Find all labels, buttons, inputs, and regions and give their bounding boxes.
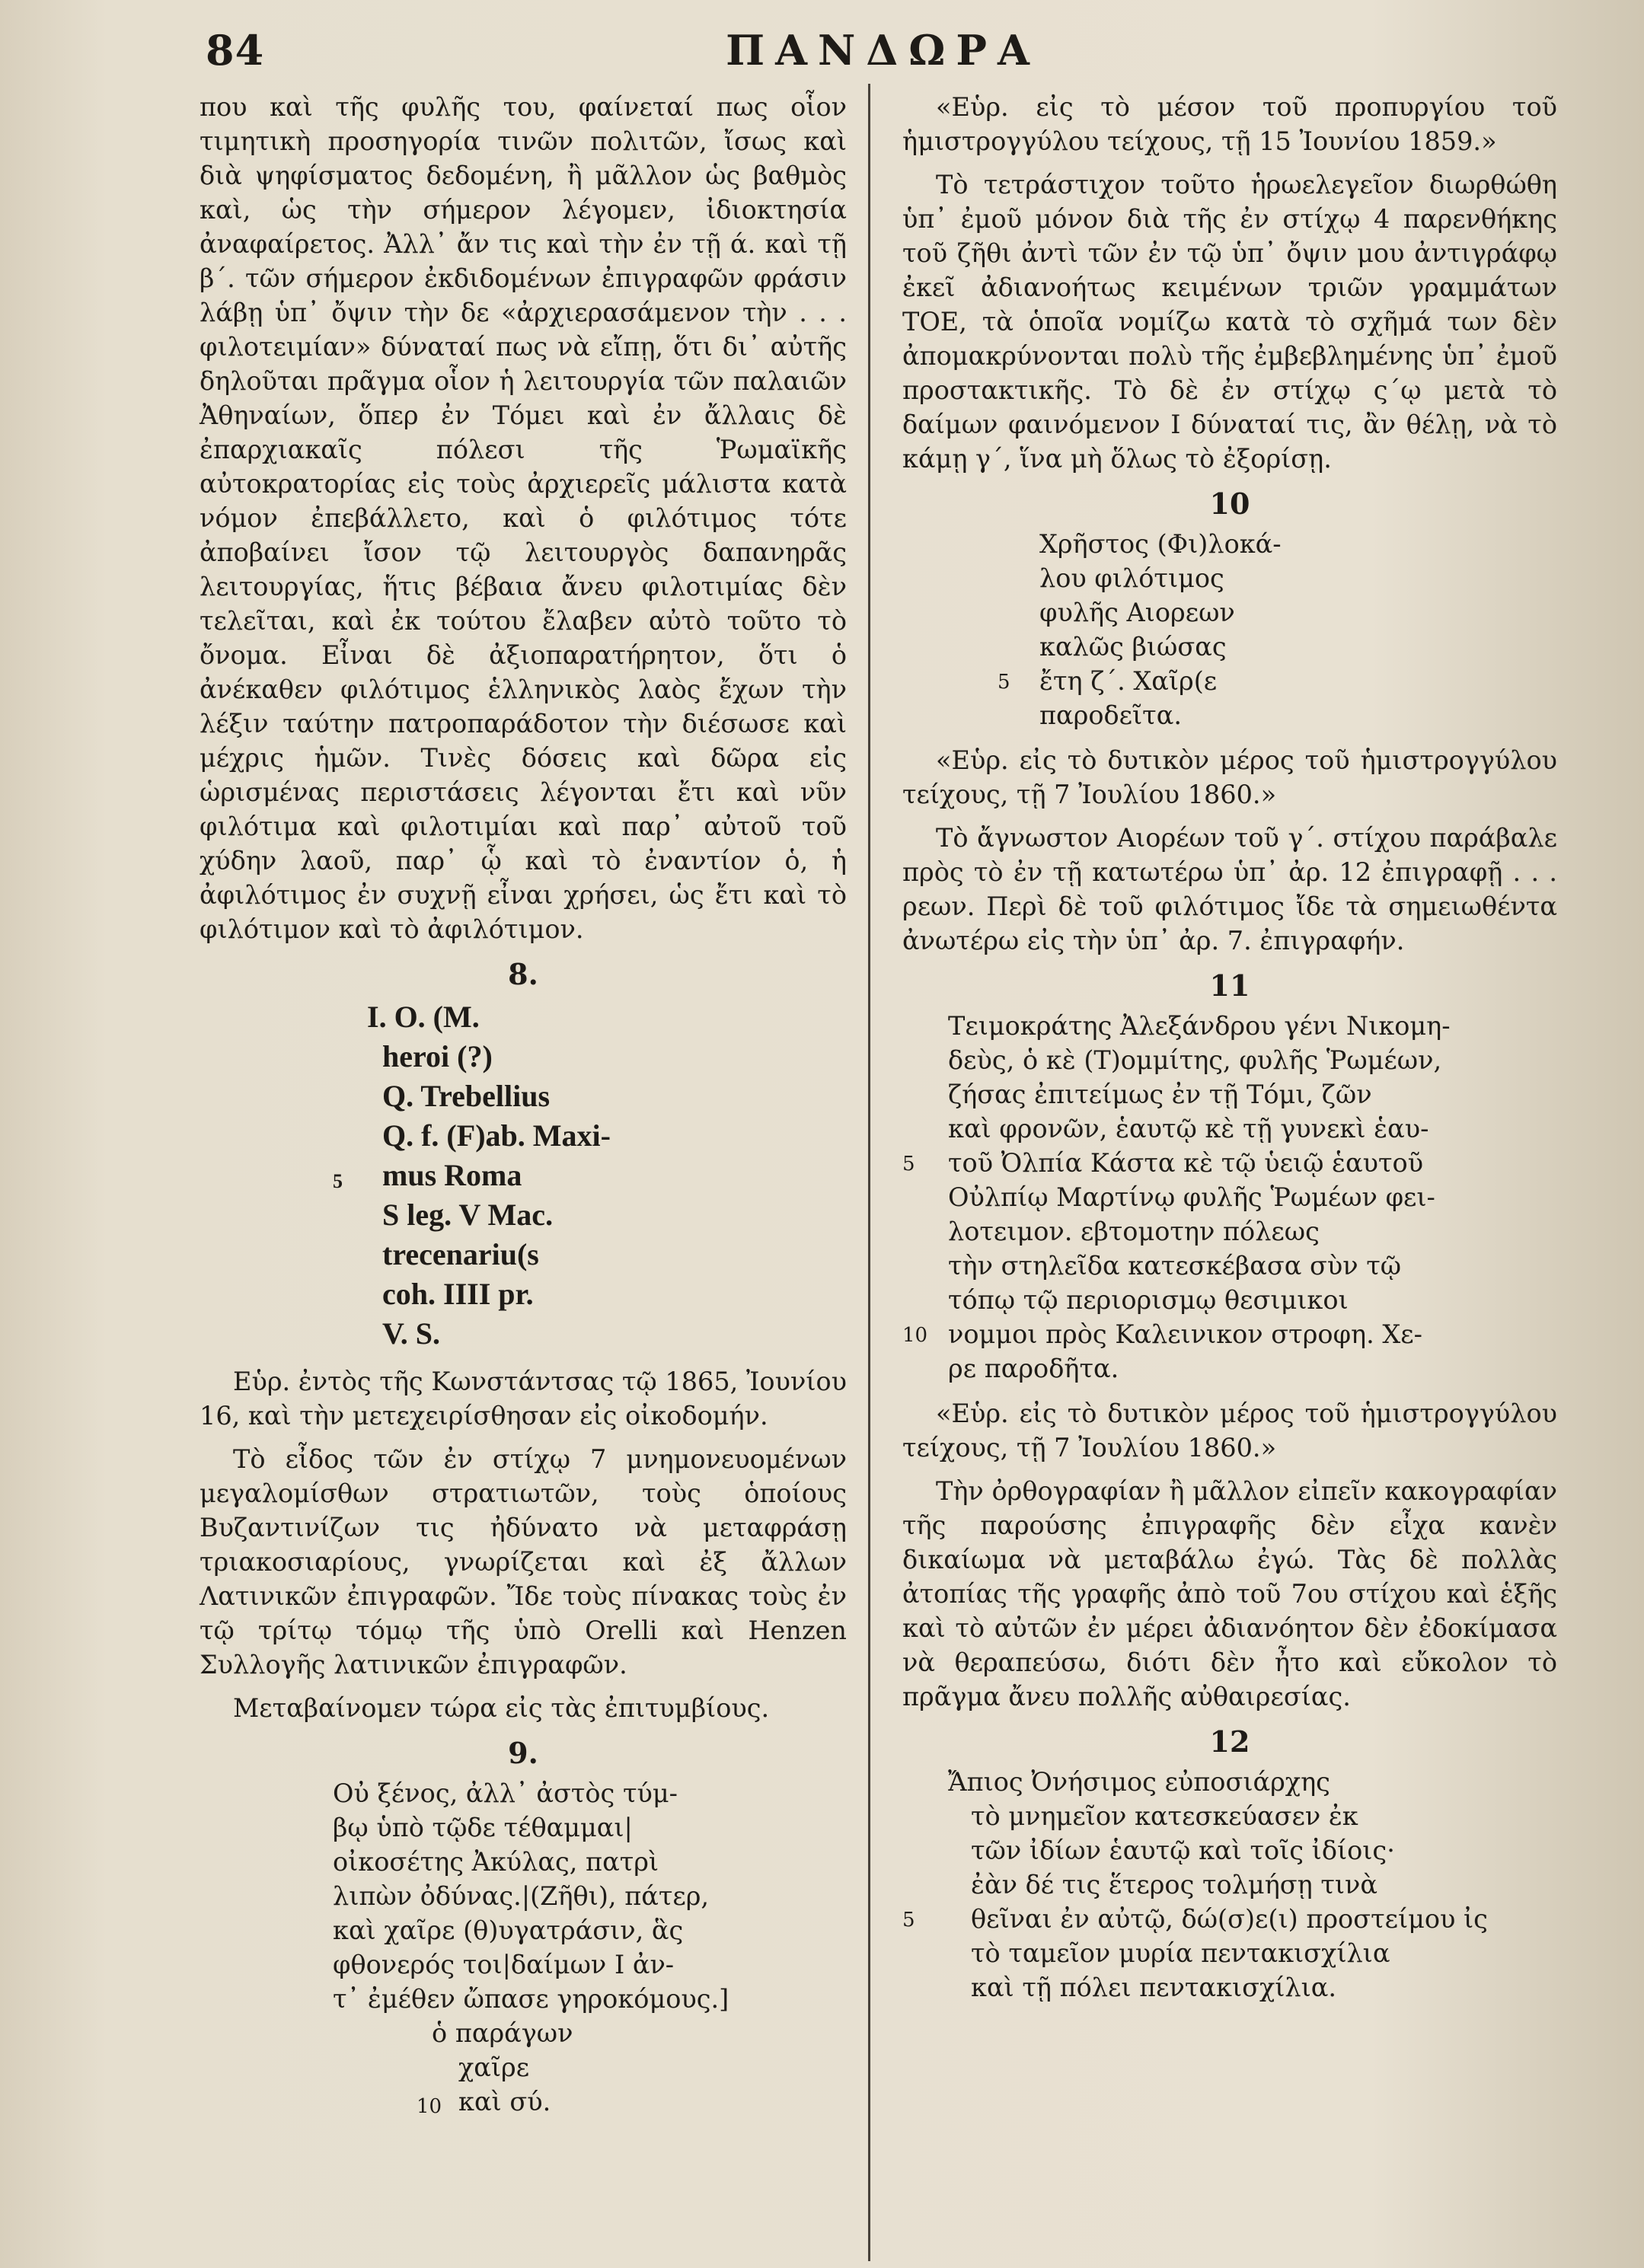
inscription-line: φθονερός τοι|δαίμων I ἀν- [333, 1950, 675, 1979]
inscription-line: καὶ φρονῶν, ἑαυτῷ κὲ τῇ γυνεκὶ ἑαυ- [948, 1114, 1429, 1144]
inscription-line: φυλῆς Αιορεων [1039, 598, 1235, 627]
inscription-line: V. S. [382, 1316, 440, 1351]
inscription-line: Χρῆστος (Φι)λοκά- [1039, 529, 1282, 559]
inscription-number: 9. [508, 1736, 538, 1770]
paragraph: «Εὑρ. εἰς τὸ μέσον τοῦ προπυργίου τοῦ ἡμιστρογγύλου τείχους, τῇ 15 Ἰουνίου 1859.» [902, 92, 1557, 156]
inscription-line: Q. Trebellius [382, 1079, 551, 1113]
inscription-line: θεῖναι ἐν αὐτῷ, δώ(σ)ε(ι) προστείμου ἰς [971, 1904, 1488, 1934]
inscription-10 [902, 527, 1557, 732]
inscription-line: ρε παροδῆτα. [948, 1354, 1119, 1383]
inscription-line: χαῖρε [458, 2053, 530, 2082]
inscription-line: coh. IIII pr. [382, 1277, 534, 1311]
inscription-number: 12 [1209, 1724, 1250, 1759]
line-number: 5 [998, 671, 1010, 694]
line-number: 10 [417, 2095, 442, 2118]
inscription-line: καλῶς βιώσας [1039, 632, 1227, 662]
column-divider [868, 84, 870, 2261]
inscription-line: ζήσας ἐπιτείμως ἐν τῇ Τόμι, ζῶν [948, 1080, 1372, 1109]
inscription-line: τὴν στηλεῖδα κατεσκέβασα σὺν τῷ [948, 1251, 1402, 1281]
line-number: 10 [902, 1324, 928, 1347]
inscription-line: τόπῳ τῷ περιορισμῳ θεσιμικοι [948, 1285, 1349, 1315]
inscription-line: καὶ τῇ πόλει πεντακισχίλια. [971, 1973, 1337, 2002]
inscription-line: οἰκοσέτης Ἀκύλας, πατρὶ [333, 1847, 659, 1877]
inscription-line: Οὐ ξένος, ἀλλ᾽ ἀστὸς τύμ- [333, 1778, 678, 1808]
paragraph: Τὴν ὀρθογραφίαν ἢ μᾶλλον εἰπεῖν κακογραφίαν τῆς παρούσης ἐπιγραφῆς δὲν εἶχα κανὲν δικαίωμα νὰ μεταβάλω ἐγώ. Τὰς δὲ πολλὰς ἀτοπίας τῆς γραφῆς ἀπὸ τοῦ 7ου στίχου καὶ ἑξῆς καὶ τὸ αὐτῶν ἐν μέρει ἀδιανόητον δὲν ἐδοκίμασα νὰ θεραπεύσω, διότι δὲν ἦτο καὶ εὔκολον τὸ πρᾶγμα ἄνευ πολλῆς αὐθαιρεσίας. [902, 1476, 1557, 1711]
inscription-line: δεὺς, ὁ κὲ (Τ)ομμίτης, φυλῆς Ῥωμέων, [948, 1045, 1442, 1075]
paragraph: «Εὑρ. εἰς τὸ δυτικὸν μέρος τοῦ ἡμιστρογγύλου τείχους, τῇ 7 Ἰουλίου 1860.» [902, 1399, 1557, 1463]
inscription-line: Q. f. (F)ab. Maxi- [382, 1118, 611, 1153]
inscription-line: ἐὰν δέ τις ἕτερος τολμήσῃ τινὰ [971, 1870, 1378, 1900]
inscription-line: παροδεῖτα. [1039, 700, 1182, 730]
inscription-line: Τειμοκράτης Ἀλεξάνδρου γένι Νικομη- [948, 1011, 1451, 1041]
inscription-line: λοτειμον. εβτομοτην πόλεως [948, 1217, 1320, 1246]
paragraph: Εὑρ. ἐντὸς τῆς Κωνστάντσας τῷ 1865, Ἰουνίου 16, καὶ τὴν μετεχειρίσθησαν εἰς οἰκοδομήν. [200, 1367, 847, 1431]
paragraph: Τὸ τετράστιχον τοῦτο ἡρωελεγεῖον διωρθώθη ὑπ᾽ ἐμοῦ μόνον διὰ τῆς ἐν στίχῳ 4 παρενθήκης τοῦ ζῆθι ἀντὶ τῶν ἐν τῷ ὑπ᾽ ὄψιν μου ἀντιγράφῳ ἐκεῖ ἀδιανοήτως κειμένων τριῶν γραμμάτων ΤΟΕ, τὰ ὁποῖα νομίζω κατὰ τὸ σχῆμά των δὲν ἀπομακρύνονται πολὺ τῆς ἐμβεβλημένης ὑπ᾽ ἐμοῦ προστακτικῆς. Τὸ δὲ ἐν στίχῳ ς΄ῳ μετὰ τὸ δαίμων φαινόμενον I δύναταί τις, ἂν θέλῃ, νὰ τὸ κάμῃ γ΄, ἵνα μὴ ὅλως τὸ ἐξορίσῃ. [902, 170, 1557, 474]
inscription-line: mus Roma [382, 1158, 522, 1192]
line-number: 5 [333, 1170, 343, 1192]
inscription-line: τῶν ἰδίων ἑαυτῷ καὶ τοῖς ἰδίοις· [971, 1836, 1395, 1865]
inscription-line: λιπὼν ὀδύνας.|(Ζῆθι), πάτερ, [333, 1881, 710, 1911]
inscription-line: Ἄπιος Ὀνήσιμος εὐποσιάρχης [948, 1767, 1330, 1797]
inscription-line: τὸ ταμεῖον μυρία πεντακισχίλια [971, 1938, 1390, 1968]
inscription-8 [200, 997, 847, 1354]
line-number: 5 [902, 1909, 915, 1931]
inscription-number: 11 [1209, 968, 1250, 1003]
inscription-number: 10 [1209, 486, 1250, 521]
line-number: 5 [902, 1153, 915, 1175]
inscription-11 [902, 1009, 1557, 1386]
journal-title: ΠΑΝΔΩΡΑ [726, 26, 1040, 75]
inscription-line: I. O. (M. [367, 1000, 480, 1034]
paragraph: «Εὑρ. εἰς τὸ δυτικὸν μέρος τοῦ ἡμιστρογγύλου τείχους, τῇ 7 Ἰουλίου 1860.» [902, 745, 1557, 809]
inscription-line: νομμοι πρὸς Καλεινικον στροφη. Χε- [948, 1319, 1422, 1349]
inscription-line: λου φιλότιμος [1039, 563, 1224, 593]
inscription-line: S leg. V Mac. [382, 1198, 554, 1232]
inscription-line: ἔτη ζ΄. Χαῖρ(ε [1039, 666, 1218, 696]
paragraph: που καὶ τῆς φυλῆς του, φαίνεταί πως οἷον τιμητικὴ προσηγορία τινῶν πολιτῶν, ἴσως καὶ διὰ ψηφίσματος δεδομένη, ἢ μᾶλλον ὡς βαθμὸς καὶ, ὡς τὴν σήμερον λέγομεν, ἰδιοκτησία ἀναφαίρετος. Ἀλλ᾽ ἄν τις καὶ τὴν ἐν τῇ ά. καὶ τῇ β΄. τῶν σήμερον ἐκδιδομένων ἐπιγραφῶν φράσιν λάβῃ ὑπ᾽ ὄψιν τὴν δε «ἀρχιερασάμενον τὴν . . . φιλοτειμίαν» δύναταί πως νὰ εἴπῃ, ὅτι δι᾽ αὐτῆς δηλοῦται πρᾶγμα οἷον ἡ λειτουργία τῶν παλαιῶν Ἀθηναίων, ὅπερ ἐν Τόμει καὶ ἐν ἄλλαις δὲ ἐπαρχιακαῖς πόλεσι τῆς Ῥωμαϊκῆς αὐτοκρατορίας εἰς τοὺς ἀρχιερεῖς μάλιστα κατὰ νόμον ἐπεβάλλετο, καὶ ὁ φιλότιμος τότε ἀποβαίνει ἴσον τῷ λειτουργὸς δαπανηρᾶς λειτουργίας, ἥτις βέβαια ἄνευ φιλοτιμίας δὲν τελεῖται, καὶ ἐκ τούτου ἔλαβεν αὐτὸ τοῦτο τὸ ὄνομα. Εἶναι δὲ ἀξιοπαρατήρητον, ὅτι ὁ ἀνέκαθεν φιλότιμος ἑλληνικὸς λαὸς ἔχων τὴν λέξιν ταύτην πατροπαράδοτον τὴν διέσωσε καὶ μέχρις ἡμῶν. Τινὲς δόσεις καὶ δῶρα εἰς ὡρισμένας περιστάσεις λέγονται ἔτι καὶ νῦν φιλότιμα καὶ φιλοτιμίαι καὶ παρ᾽ αὐτοῦ τοῦ χύδην λαοῦ, παρ᾽ ᾧ καὶ τὸ ἐναντίον ὁ, ἡ ἀφιλότιμος ἐν συχνῇ εἶναι χρήσει, ὡς ἔτι καὶ τὸ φιλότιμον καὶ τὸ ἀφιλότιμον. [200, 92, 847, 944]
paragraph: Τὸ ἄγνωστον Αιορέων τοῦ γ΄. στίχου παράβαλε πρὸς τὸ ἐν τῇ κατωτέρω ὑπ᾽ ἀρ. 12 ἐπιγραφῇ . . . ρεων. Περὶ δὲ τοῦ φιλότιμος ἴδε τὰ σημειωθέντα ἀνωτέρω εἰς τὴν ὑπ᾽ ἀρ. 7. ἐπιγραφήν. [902, 823, 1557, 955]
inscription-line: heroi (?) [382, 1039, 493, 1073]
right-column [902, 90, 1557, 2015]
inscription-line: ὁ παράγων [432, 2018, 573, 2048]
inscription-line: βῳ ὑπὸ τῷδε τέθαμμαι| [333, 1813, 633, 1842]
inscription-9 [200, 1776, 847, 2119]
inscription-line: τὸ μνημεῖον κατεσκεύασεν ἐκ [971, 1801, 1358, 1831]
inscription-number: 8. [508, 957, 538, 991]
inscription-line: Οὐλπίῳ Μαρτίνῳ φυλῆς Ῥωμέων φει- [948, 1182, 1435, 1212]
left-column [200, 90, 847, 2129]
inscription-line: τοῦ Ὀλπία Κάστα κὲ τῷ ὑειῷ ἑαυτοῦ [948, 1148, 1424, 1178]
inscription-line: καὶ σύ. [458, 2087, 551, 2116]
inscription-line: trecenariu(s [382, 1237, 539, 1271]
paragraph: Τὸ εἶδος τῶν ἐν στίχῳ 7 μνημονευομένων μεγαλομίσθων στρατιωτῶν, τοὺς ὁποίους Βυζαντινίζων τις ἠδύνατο νὰ μεταφράσῃ τριακοσιαρίους, γνωρίζεται καὶ ἐξ ἄλλων Λατινικῶν ἐπιγραφῶν. Ἴδε τοὺς πίνακας τοὺς ἐν τῷ τρίτῳ τόμῳ τῆς ὑπὸ Orelli καὶ Henzen Συλλογῆς λατινικῶν ἐπιγραφῶν. [200, 1444, 847, 1679]
inscription-line: καὶ χαῖρε (θ)υγατράσιν, ἃς [333, 1916, 684, 1945]
paragraph: Μεταβαίνομεν τώρα εἰς τὰς ἐπιτυμβίους. [233, 1693, 770, 1723]
page-number: 84 [206, 26, 265, 75]
inscription-line: τ᾽ ἐμέθεν ὤπασε γηροκόμους.] [333, 1984, 729, 2014]
inscription-12 [902, 1765, 1557, 2005]
